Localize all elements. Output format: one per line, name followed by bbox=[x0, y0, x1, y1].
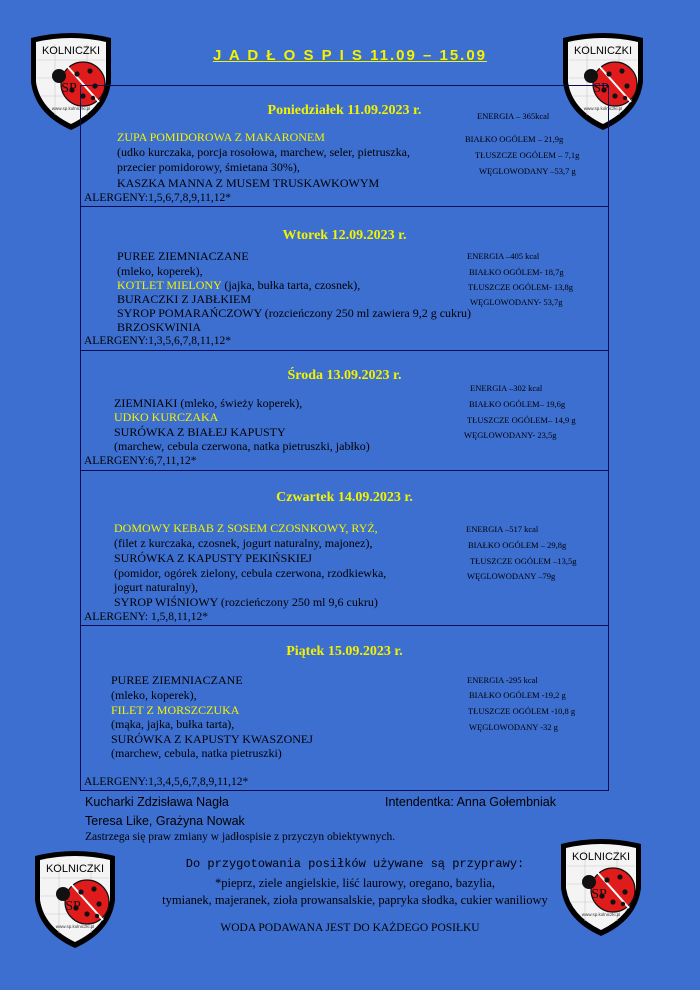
nutrition-carbs: WĘGLOWODANY- 53,7g bbox=[470, 297, 563, 307]
dish-line: DOMOWY KEBAB Z SOSEM CZOSNKOWY, RYŻ, bbox=[114, 521, 378, 535]
nutrition-energy: ENERGIA –517 kcal bbox=[466, 524, 539, 534]
nutrition-carbs: WĘGLOWODANY –53,7 g bbox=[479, 166, 576, 176]
spices-list-2: tymianek, majeranek, zioła prowansalskie, papryka słodka, cukier waniliowy bbox=[162, 893, 548, 907]
dish-line: BRZOSKWINIA bbox=[117, 320, 201, 334]
dish-line: SURÓWKA Z KAPUSTY KWASZONEJ bbox=[111, 732, 313, 746]
day-section-friday bbox=[81, 626, 608, 792]
intendant-name: Intendentka: Anna Gołembniak bbox=[385, 795, 556, 809]
nutrition-carbs: WĘGLOWODANY -32 g bbox=[469, 722, 558, 732]
allergens-line: ALERGENY:6,7,11,12* bbox=[84, 455, 197, 467]
svg-text:KOLNICZKI: KOLNICZKI bbox=[45, 863, 105, 875]
day-section-wednesday bbox=[81, 351, 608, 471]
nutrition-carbs: WĘGLOWODANY- 23,5g bbox=[464, 430, 557, 440]
dish-line: KASZKA MANNA Z MUSEM TRUSKAWKOWYM bbox=[117, 176, 380, 190]
allergens-line: ALERGENY:1,3,5,6,7,8,11,12* bbox=[84, 335, 232, 347]
svg-text:SP: SP bbox=[61, 81, 77, 96]
dish-line: jogurt naturalny), bbox=[114, 580, 198, 594]
nutrition-energy: ENERGIA – 365kcal bbox=[477, 111, 550, 121]
nutrition-energy: ENERGIA –302 kcal bbox=[470, 383, 543, 393]
svg-text:www.sp.kolniczki.pl: www.sp.kolniczki.pl bbox=[51, 106, 91, 111]
nutrition-energy: ENERGIA –405 kcal bbox=[467, 251, 540, 261]
dish-line: SYROP POMARAŃCZOWY (rozcieńczony 250 ml zawiera 9,2 g cukru) bbox=[117, 306, 472, 320]
svg-text:KOLNICZKI: KOLNICZKI bbox=[573, 45, 633, 57]
dish-highlight: KOTLET MIELONY bbox=[117, 278, 222, 292]
dish-line: (marchew, cebula, natka pietruszki) bbox=[111, 746, 282, 760]
nutrition-protein: BIAŁKO OGÓLEM– 19,6g bbox=[469, 399, 566, 409]
dish-line: BURACZKI Z JABŁKIEM bbox=[117, 292, 251, 306]
day-title: Wtorek 12.09.2023 r. bbox=[282, 228, 407, 243]
spices-list: *pieprz, ziele angielskie, liść laurowy, oregano, bazylia, bbox=[215, 876, 495, 890]
day-title: Piątek 15.09.2023 r. bbox=[286, 644, 403, 659]
dish-line: UDKO KURCZAKA bbox=[114, 410, 219, 424]
dish-line: (mleko, koperek), bbox=[111, 688, 197, 702]
cooks-names: Kucharki Zdzisława Nagła bbox=[85, 795, 229, 809]
nutrition-fat: TŁUSZCZE OGÓLEM – 7,1g bbox=[475, 150, 580, 160]
dish-line: (udko kurczaka, porcja rosołowa, marchew, seler, pietruszka, bbox=[117, 145, 410, 159]
nutrition-fat: TŁUSZCZE OGÓLEM -10,8 g bbox=[468, 706, 576, 716]
nutrition-energy: ENERGIA -295 kcal bbox=[467, 675, 538, 685]
dish-line: SURÓWKA Z BIAŁEJ KAPUSTY bbox=[114, 425, 286, 439]
dish-line: (marchew, cebula czerwona, natka pietruszki, jabłko) bbox=[114, 439, 370, 453]
dish-line: PUREE ZIEMNIACZANE bbox=[111, 673, 243, 687]
spices-heading: Do przygotowania posiłków używane są przyprawy: bbox=[185, 857, 525, 871]
svg-text:www.sp.kolniczki.pl: www.sp.kolniczki.pl bbox=[581, 912, 621, 917]
nutrition-fat: TŁUSZCZE OGÓLEM– 14,9 g bbox=[467, 415, 576, 425]
day-title: Poniedziałek 11.09.2023 r. bbox=[267, 103, 422, 118]
svg-text:www.sp.kolniczki.pl: www.sp.kolniczki.pl bbox=[55, 924, 95, 929]
nutrition-protein: BIAŁKO OGÓLEM – 29,8g bbox=[468, 540, 567, 550]
allergens-line: ALERGENY:1,3,4,5,6,7,8,9,11,12* bbox=[84, 776, 249, 788]
allergens-line: ALERGENY: 1,5,8,11,12* bbox=[84, 611, 209, 623]
dish-line: SURÓWKA Z KAPUSTY PEKIŃSKIEJ bbox=[114, 551, 312, 565]
weekly-menu-table bbox=[80, 85, 609, 791]
day-section-thursday bbox=[81, 471, 608, 626]
nutrition-protein: BIAŁKO OGÓLEM -19,2 g bbox=[469, 690, 566, 700]
nutrition-fat: TŁUSZCZE OGÓLEM –13,5g bbox=[470, 556, 577, 566]
dish-line: PUREE ZIEMNIACZANE bbox=[117, 249, 249, 263]
dish-line: przecier pomidorowy, śmietana 30%), bbox=[117, 160, 300, 174]
day-title: Środa 13.09.2023 r. bbox=[287, 368, 402, 383]
dish-line: FILET Z MORSZCZUKA bbox=[111, 703, 240, 717]
dish-line: ZIEMNIAKI (mleko, świeży koperek), bbox=[114, 396, 303, 410]
svg-text:www.sp.kolniczki.pl: www.sp.kolniczki.pl bbox=[583, 106, 623, 111]
day-section-tuesday bbox=[81, 207, 608, 351]
allergens-line: ALERGENY:1,5,6,7,8,9,11,12* bbox=[84, 192, 232, 204]
dish-line: (mąka, jajka, bułka tarta), bbox=[111, 717, 235, 731]
cooks-names-2: Teresa Like, Grażyna Nowak bbox=[85, 814, 245, 828]
nutrition-fat: TŁUSZCZE OGÓLEM- 13,8g bbox=[468, 282, 574, 292]
svg-text:SP: SP bbox=[593, 81, 609, 96]
nutrition-carbs: WĘGLOWODANY –79g bbox=[467, 571, 556, 581]
day-section-monday bbox=[81, 86, 608, 207]
nutrition-protein: BIAŁKO OGÓLEM- 18,7g bbox=[469, 267, 564, 277]
svg-text:KOLNICZKI: KOLNICZKI bbox=[571, 851, 631, 863]
dish-line: (filet z kurczaka, czosnek, jogurt naturalny, majonez), bbox=[114, 536, 373, 550]
menu-title: J A D Ł O S P I S 11.09 – 15.09 bbox=[212, 47, 488, 64]
dish-line: (mleko, koperek), bbox=[117, 264, 203, 278]
change-reservation-note: Zastrzega się praw zmiany w jadłospisie z przyczyn obiektywnych. bbox=[85, 831, 396, 843]
day-title: Czwartek 14.09.2023 r. bbox=[276, 490, 413, 505]
svg-text:KOLNICZKI: KOLNICZKI bbox=[41, 45, 101, 57]
school-logo-graphic bbox=[31, 848, 119, 950]
svg-text:SP: SP bbox=[65, 899, 81, 914]
dish-line bbox=[117, 278, 360, 292]
svg-text:SP: SP bbox=[591, 887, 607, 902]
dish-line: (pomidor, ogórek zielony, cebula czerwona, rzodkiewka, bbox=[114, 566, 387, 580]
school-logo-bottom-left bbox=[31, 848, 119, 950]
water-note: WODA PODAWANA JEST DO KAŻDEGO POSIŁKU bbox=[220, 922, 480, 934]
dish-line: SYROP WIŚNIOWY (rozcieńczony 250 ml 9,6 cukru) bbox=[114, 595, 378, 609]
nutrition-protein: BIAŁKO OGÓLEM – 21,9g bbox=[465, 134, 564, 144]
dish-ingredients: (jajka, bułka tarta, czosnek), bbox=[221, 278, 361, 292]
dish-line: ZUPA POMIDOROWA Z MAKARONEM bbox=[117, 130, 325, 144]
